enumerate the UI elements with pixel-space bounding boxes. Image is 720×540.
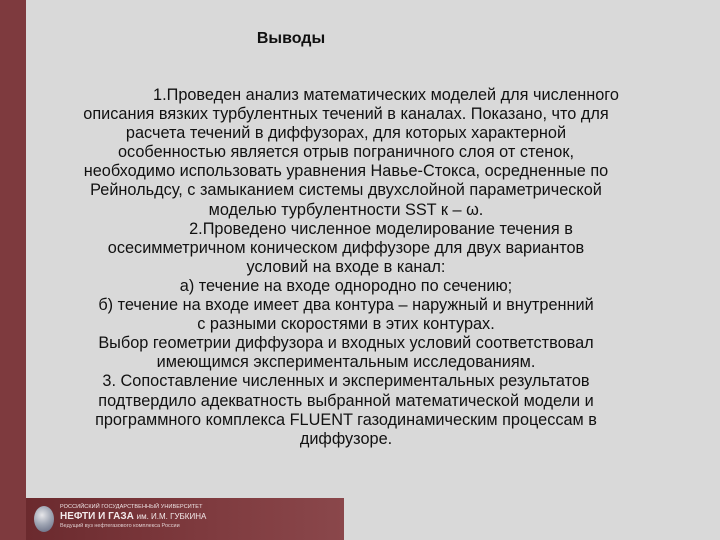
text-line: необходимо использовать уравнения Навье-Стокса, осредненные по [83, 162, 609, 181]
university-emblem-icon [34, 506, 54, 532]
text-line: описания вязких турбулентных течений в каналах. Показано, что для [83, 105, 609, 124]
text-line: Выбор геометрии диффузора и входных условий соответствовал [98, 334, 594, 353]
text-line: а) течение на входе однородно по сечению; [179, 276, 513, 295]
university-name-line: РОССИЙСКИЙ ГОСУДАРСТВЕННЫЙ УНИВЕРСИТЕТ [60, 504, 203, 510]
text-line: особенностью является отрыв пограничного слоя от стенок, [118, 143, 574, 162]
text-line: условий на входе в канал: [246, 257, 446, 276]
university-tagline: Ведущий вуз нефтегазового комплекса России [60, 523, 180, 529]
university-name-oil-gas: НЕФТИ И ГАЗА [60, 511, 134, 522]
text-line: расчета течений в диффузорах, для которых характерной [125, 124, 567, 143]
conclusions-text [26, 86, 666, 449]
slide [26, 0, 720, 540]
university-name-gubkin: им. И.М. ГУБКИНА [136, 512, 207, 521]
university-name-main [60, 511, 340, 523]
university-footer [26, 498, 344, 540]
text-line: подтвердило адекватность выбранной математической модели и [98, 391, 594, 410]
text-line: 3. Сопоставление численных и экспериментальных результатов [102, 372, 590, 391]
text-line: с разными скоростями в этих контурах. [197, 315, 495, 334]
slide-title: Выводы [256, 30, 326, 47]
text-line: моделью турбулентности SST к – ω. [208, 200, 484, 219]
left-accent-band [0, 0, 26, 540]
text-line: 2.Проведено численное моделирование течения в [189, 219, 573, 238]
text-line: Рейнольдсу, с замыканием системы двухслойной параметрической [90, 181, 602, 200]
text-line: имеющимся экспериментальным исследованиям. [156, 353, 536, 372]
text-line: программного комплекса FLUENT газодинамическим процессам в [95, 410, 597, 429]
text-line: диффузоре. [299, 429, 393, 448]
text-line: осесимметричном коническом диффузоре для двух вариантов [107, 238, 585, 257]
university-name-block [60, 504, 340, 530]
text-line: 1.Проведен анализ математических моделей для численного [153, 86, 619, 104]
text-line: б) течение на входе имеет два контура – наружный и внутренний [98, 296, 594, 315]
